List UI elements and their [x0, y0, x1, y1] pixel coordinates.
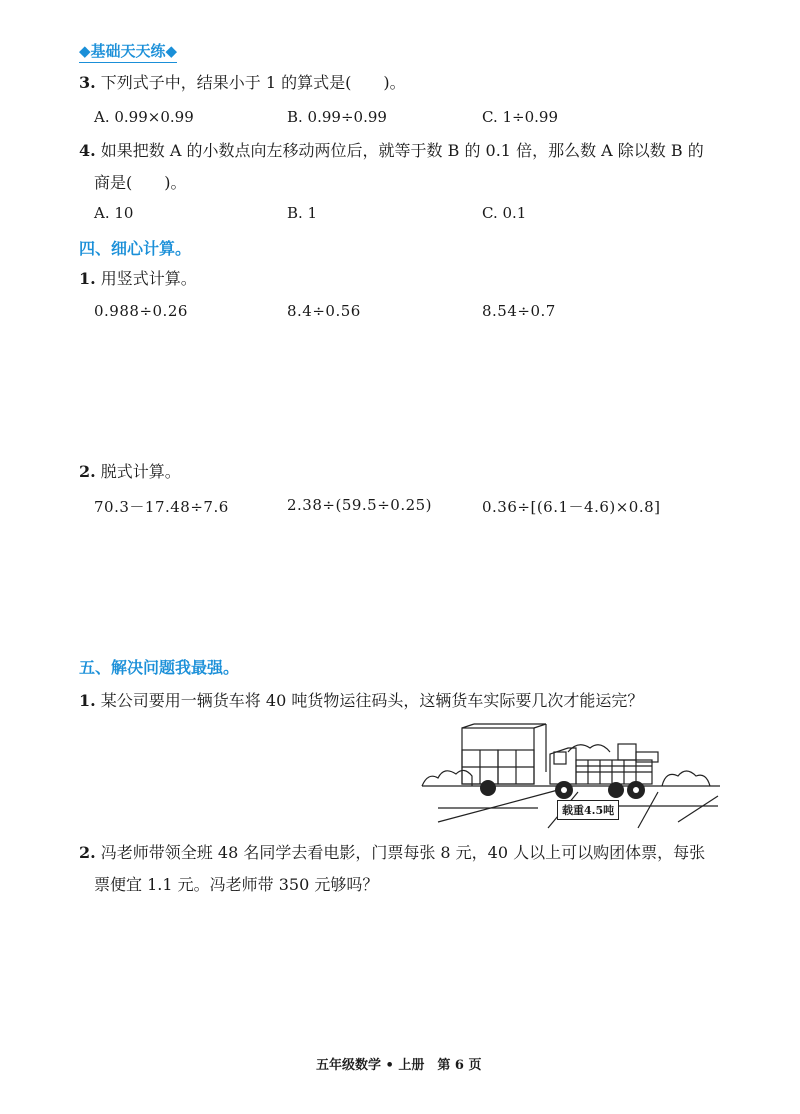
- question-3: [79, 72, 406, 94]
- word-problem-1: [79, 690, 643, 712]
- question-text-line2: 商是( )。: [94, 173, 187, 192]
- question-4: [79, 140, 704, 162]
- question-number: 2.: [79, 462, 96, 481]
- q4-option-c: C. 0.1: [482, 204, 527, 222]
- q3-option-c: C. 1÷0.99: [482, 108, 558, 126]
- vertical-calc-expr-3: 8.54÷0.7: [482, 302, 556, 320]
- question-number: 1.: [79, 269, 96, 288]
- question-text-line2: 票便宜 1.1 元。冯老师带 350 元够吗？: [94, 875, 379, 894]
- section-tag: ◆基础天天练◆: [79, 40, 177, 63]
- step-calc-expr-2: 2.38÷(59.5÷0.25): [287, 496, 433, 514]
- question-text: 脱式计算。: [100, 462, 181, 481]
- question-text: 某公司要用一辆货车将 40 吨货物运往码头，这辆货车实际要几次才能运完？: [100, 691, 644, 710]
- section-5-title: 五、解决问题我最强。: [79, 658, 240, 677]
- q4-option-b: B. 1: [287, 204, 318, 222]
- question-number: 2.: [79, 843, 96, 862]
- truck-load-label: 载重4.5吨: [557, 800, 619, 820]
- vertical-calc-expr-2: 8.4÷0.56: [287, 302, 361, 320]
- vertical-calc-expr-1: 0.988÷0.26: [94, 302, 188, 320]
- question-number: 4.: [79, 141, 96, 160]
- question-text: 下列式子中，结果小于 1 的算式是( )。: [100, 73, 406, 92]
- q3-option-a: A. 0.99×0.99: [94, 108, 194, 126]
- calc-problem-1: [79, 268, 197, 290]
- question-number: 1.: [79, 691, 96, 710]
- section-4-title: 四、细心计算。: [79, 239, 192, 258]
- word-problem-2: [79, 842, 705, 864]
- step-calc-expr-1: 70.3－17.48÷7.6: [94, 498, 229, 516]
- page-footer: 五年级数学 • 上册 第 6 页: [316, 1058, 482, 1073]
- question-text-line1: 如果把数 A 的小数点向左移动两位后，就等于数 B 的 0.1 倍，那么数 A 除以数 B 的: [100, 141, 704, 160]
- calc-problem-2: [79, 461, 181, 483]
- question-text: 用竖式计算。: [100, 269, 197, 288]
- q3-option-b: B. 0.99÷0.99: [287, 108, 387, 126]
- question-text-line1: 冯老师带领全班 48 名同学去看电影，门票每张 8 元，40 人以上可以购团体票，每张: [100, 843, 706, 862]
- question-number: 3.: [79, 73, 96, 92]
- step-calc-expr-3: 0.36÷[(6.1－4.6)×0.8]: [482, 498, 661, 516]
- q4-option-a: A. 10: [94, 204, 134, 222]
